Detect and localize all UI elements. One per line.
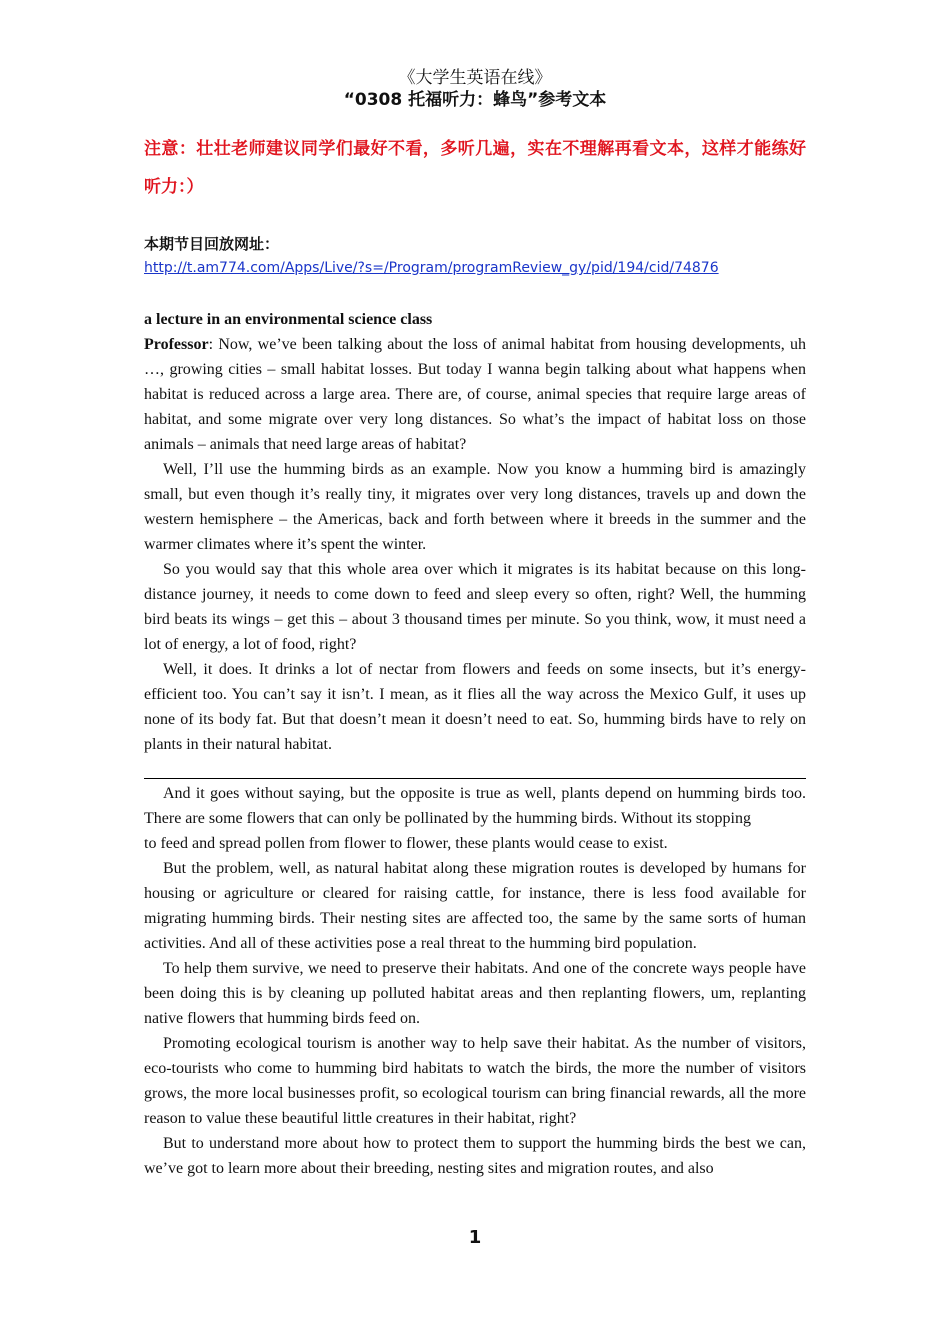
paragraph-7: To help them survive, we need to preserve their habitats. And one of the concrete ways people have been doing this is by cleaning up polluted habitat areas and then replanting flowers, um, replanting native flowers that humming birds feed on. [144,960,806,1027]
replay-link[interactable]: http://t.am774.com/Apps/Live/?s=/Program/programReview_gy/pid/194/cid/74876 [144,260,719,276]
section-heading: a lecture in an environmental science class [144,311,433,328]
transcript-part-1 [144,307,806,757]
document-title: 《大学生英语在线》 [398,68,552,88]
teacher-notice: 注意：壮壮老师建议同学们最好不看，多听几遍，实在不理解再看文本，这样才能练好听力：） [144,139,806,197]
paragraph-9: But to understand more about how to protect them to support the humming birds the best we can, we’ve got to learn more about their breeding, nesting sites and migration routes, and also [144,1135,806,1177]
replay-label: 本期节目回放网址： [144,235,280,253]
paragraph-5-continued: to feed and spread pollen from flower to flower, these plants would cease to exist. [144,835,668,852]
paragraph-1 [144,332,806,457]
paragraph-3: So you would say that this whole area over which it migrates is its habitat because on this long-distance journey, it needs to come down to feed and sleep every so often, right? Well, the humming bird beats its wings – get this – about 3 thousand times per minute. So you think, wow, it must need a lot of energy, a lot of food, right? [144,561,806,653]
horizontal-rule [144,778,806,779]
paragraph-8: Promoting ecological tourism is another way to help save their habitat. As the number of visitors, eco-tourists who come to humming bird habitats to watch the birds, the more the number of visitors grows, the more local businesses profit, so ecological tourism can bring financial rewards, all the more reason to value these beautiful little creatures in their habitat, right? [144,1035,806,1127]
transcript-part-2 [144,781,806,1181]
speaker-label: Professor [144,336,209,353]
paragraph-4: Well, it does. It drinks a lot of nectar from flowers and feeds on some insects, but it’s energy-efficient too. You can’t say it isn’t. I mean, as it flies all the way across the Mexico Gulf, it uses up none of its body fat. But that doesn’t mean it doesn’t need to eat. So, humming birds have to rely on plants in their natural habitat. [144,661,806,753]
paragraph-text: : Now, we’ve been talking about the loss of animal habitat from housing developments, uh …, growing cities – small habitat losses. But today I wanna begin talking about what happens when habitat is reduced across a large area. There are, of course, animal species that require large areas of habitat, and some migrate over very long distances. So what’s the impact of habitat loss on those animals – animals that need large areas of habitat? [144,336,806,453]
paragraph-5: And it goes without saying, but the opposite is true as well, plants depend on humming birds too. There are some flowers that can only be pollinated by the humming birds. Without its stopping [144,785,806,827]
document-subtitle: “0308 托福听力：蜂鸟”参考文本 [343,90,607,110]
paragraph-2: Well, I’ll use the humming birds as an example. Now you know a humming bird is amazingly small, but even though it’s really tiny, it migrates over very long distances, travels up and down the western hemisphere – the Americas, back and forth between where it breeds in the summer and the warmer climates where it’s spent the winter. [144,461,806,553]
page-number: 1 [468,1227,482,1248]
paragraph-6: But the problem, well, as natural habitat along these migration routes is developed by humans for housing or agriculture or cleared for raising cattle, for instance, there is less food available for migrating humming birds. Their nesting sites are affected too, the same by the same sorts of human activities. And all of these activities pose a real threat to the humming bird population. [144,860,806,952]
